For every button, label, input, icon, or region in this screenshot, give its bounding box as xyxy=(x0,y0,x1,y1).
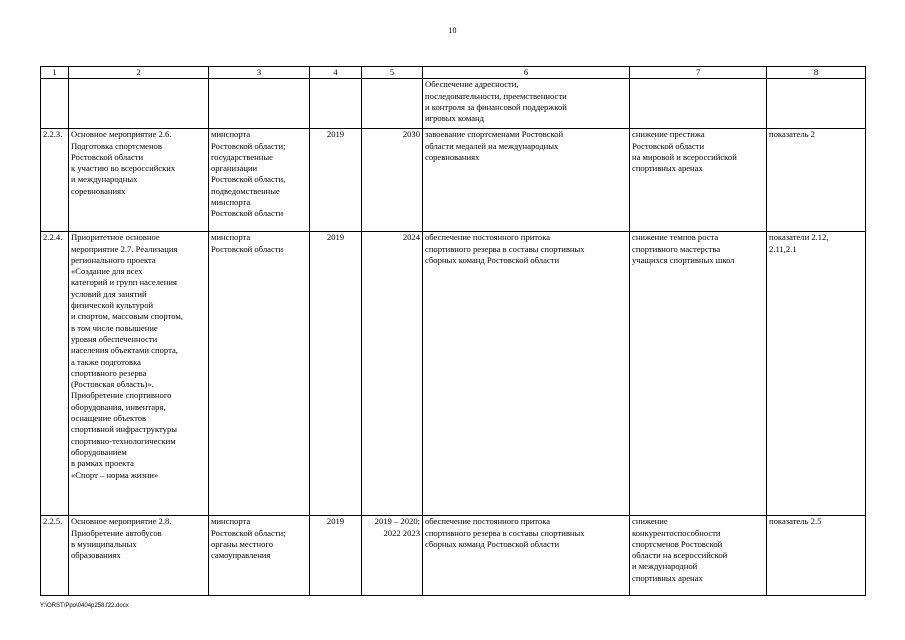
row-number-cell: 2.2.5. xyxy=(41,516,69,596)
start-year-cell: 2019 xyxy=(310,232,362,516)
footer-file-path: Y:\ORST\Ppo\0404p258.f22.docx xyxy=(40,603,129,609)
activity-cell: Приоритетное основное мероприятие 2.7. Реализация регионального проекта «Создание для всех категорий и групп населения условий для занятий физической культурой и спортом, массовым спортом, в том числе повышение уровня обеспеченности населения объектами спорта, а также подготовка спортивного резерва (Ростовская область)». Приобретение спортивного оборудования, инвентаря, оснащение объектов спортивной инфраструктуры спортивно-технологическим оборудованием в рамках проекта «Спорт – норма жизни» xyxy=(69,232,209,516)
header-cell: 3 xyxy=(209,67,310,79)
page-number: 10 xyxy=(448,26,457,35)
indicator-cell: показатели 2.12, 2.11,2.1 xyxy=(767,232,866,516)
start-year-cell: 2019 xyxy=(310,516,362,596)
executor-cell: минспорта Ростовской области; органы местного самоуправления xyxy=(209,516,310,596)
executor-cell: минспорта Ростовской области xyxy=(209,232,310,516)
indicator-cell: показатель 2.5 xyxy=(767,516,866,596)
expected-result-cell: Обеспечение адресности, последовательности, преемственности и контроля за финансовой поддержкой игровых команд xyxy=(423,79,630,129)
table-row xyxy=(41,129,866,232)
header-cell: 5 xyxy=(362,67,423,79)
program-table xyxy=(40,66,866,596)
header-cell: 8 xyxy=(767,67,866,79)
consequences-cell xyxy=(630,79,767,129)
row-number-cell: 2.2.3. xyxy=(41,129,69,232)
end-year-cell xyxy=(362,79,423,129)
header-cell: 6 xyxy=(423,67,630,79)
header-cell: 4 xyxy=(310,67,362,79)
row-number-cell xyxy=(41,79,69,129)
start-year-cell: 2019 xyxy=(310,129,362,232)
start-year-cell xyxy=(310,79,362,129)
executor-cell: минспорта Ростовской области; государственные организации Ростовской области, подведомственные минспорта Ростовской области xyxy=(209,129,310,232)
expected-result-cell: обеспечение постоянного притока спортивного резерва в составы спортивных сборных команд Ростовской области xyxy=(423,516,630,596)
header-cell: 7 xyxy=(630,67,767,79)
activity-cell: Основное мероприятие 2.6. Подготовка спортсменов Ростовской области к участию во всероссийских и международных соревнованиях xyxy=(69,129,209,232)
activity-cell: Основное мероприятие 2.8. Приобретение автобусов в муниципальных образованиях xyxy=(69,516,209,596)
expected-result-cell: завоевание спортсменами Ростовской области медалей на международных соревнованиях xyxy=(423,129,630,232)
row-number-cell: 2.2.4. xyxy=(41,232,69,516)
header-cell: 2 xyxy=(69,67,209,79)
activity-cell xyxy=(69,79,209,129)
expected-result-cell: обеспечение постоянного притока спортивного резерва в составы спортивных сборных команд Ростовской области xyxy=(423,232,630,516)
end-year-cell: 2030 xyxy=(362,129,423,232)
table-row xyxy=(41,232,866,516)
consequences-cell: снижение темпов роста спортивного мастерства учащихся спортивных школ xyxy=(630,232,767,516)
header-cell: 1 xyxy=(41,67,69,79)
consequences-cell: снижение конкурентоспособности спортсменов Ростовской области на всероссийской и международной спортивных аренах xyxy=(630,516,767,596)
header-row xyxy=(41,67,866,79)
indicator-cell xyxy=(767,79,866,129)
end-year-cell: 2024 xyxy=(362,232,423,516)
indicator-cell: показатель 2 xyxy=(767,129,866,232)
end-year-cell: 2019 – 2020; 2022 2023 xyxy=(362,516,423,596)
table-row xyxy=(41,516,866,596)
executor-cell xyxy=(209,79,310,129)
consequences-cell: снижение престижа Ростовской области на мировой и всероссийской спортивных аренах xyxy=(630,129,767,232)
table-row xyxy=(41,79,866,129)
